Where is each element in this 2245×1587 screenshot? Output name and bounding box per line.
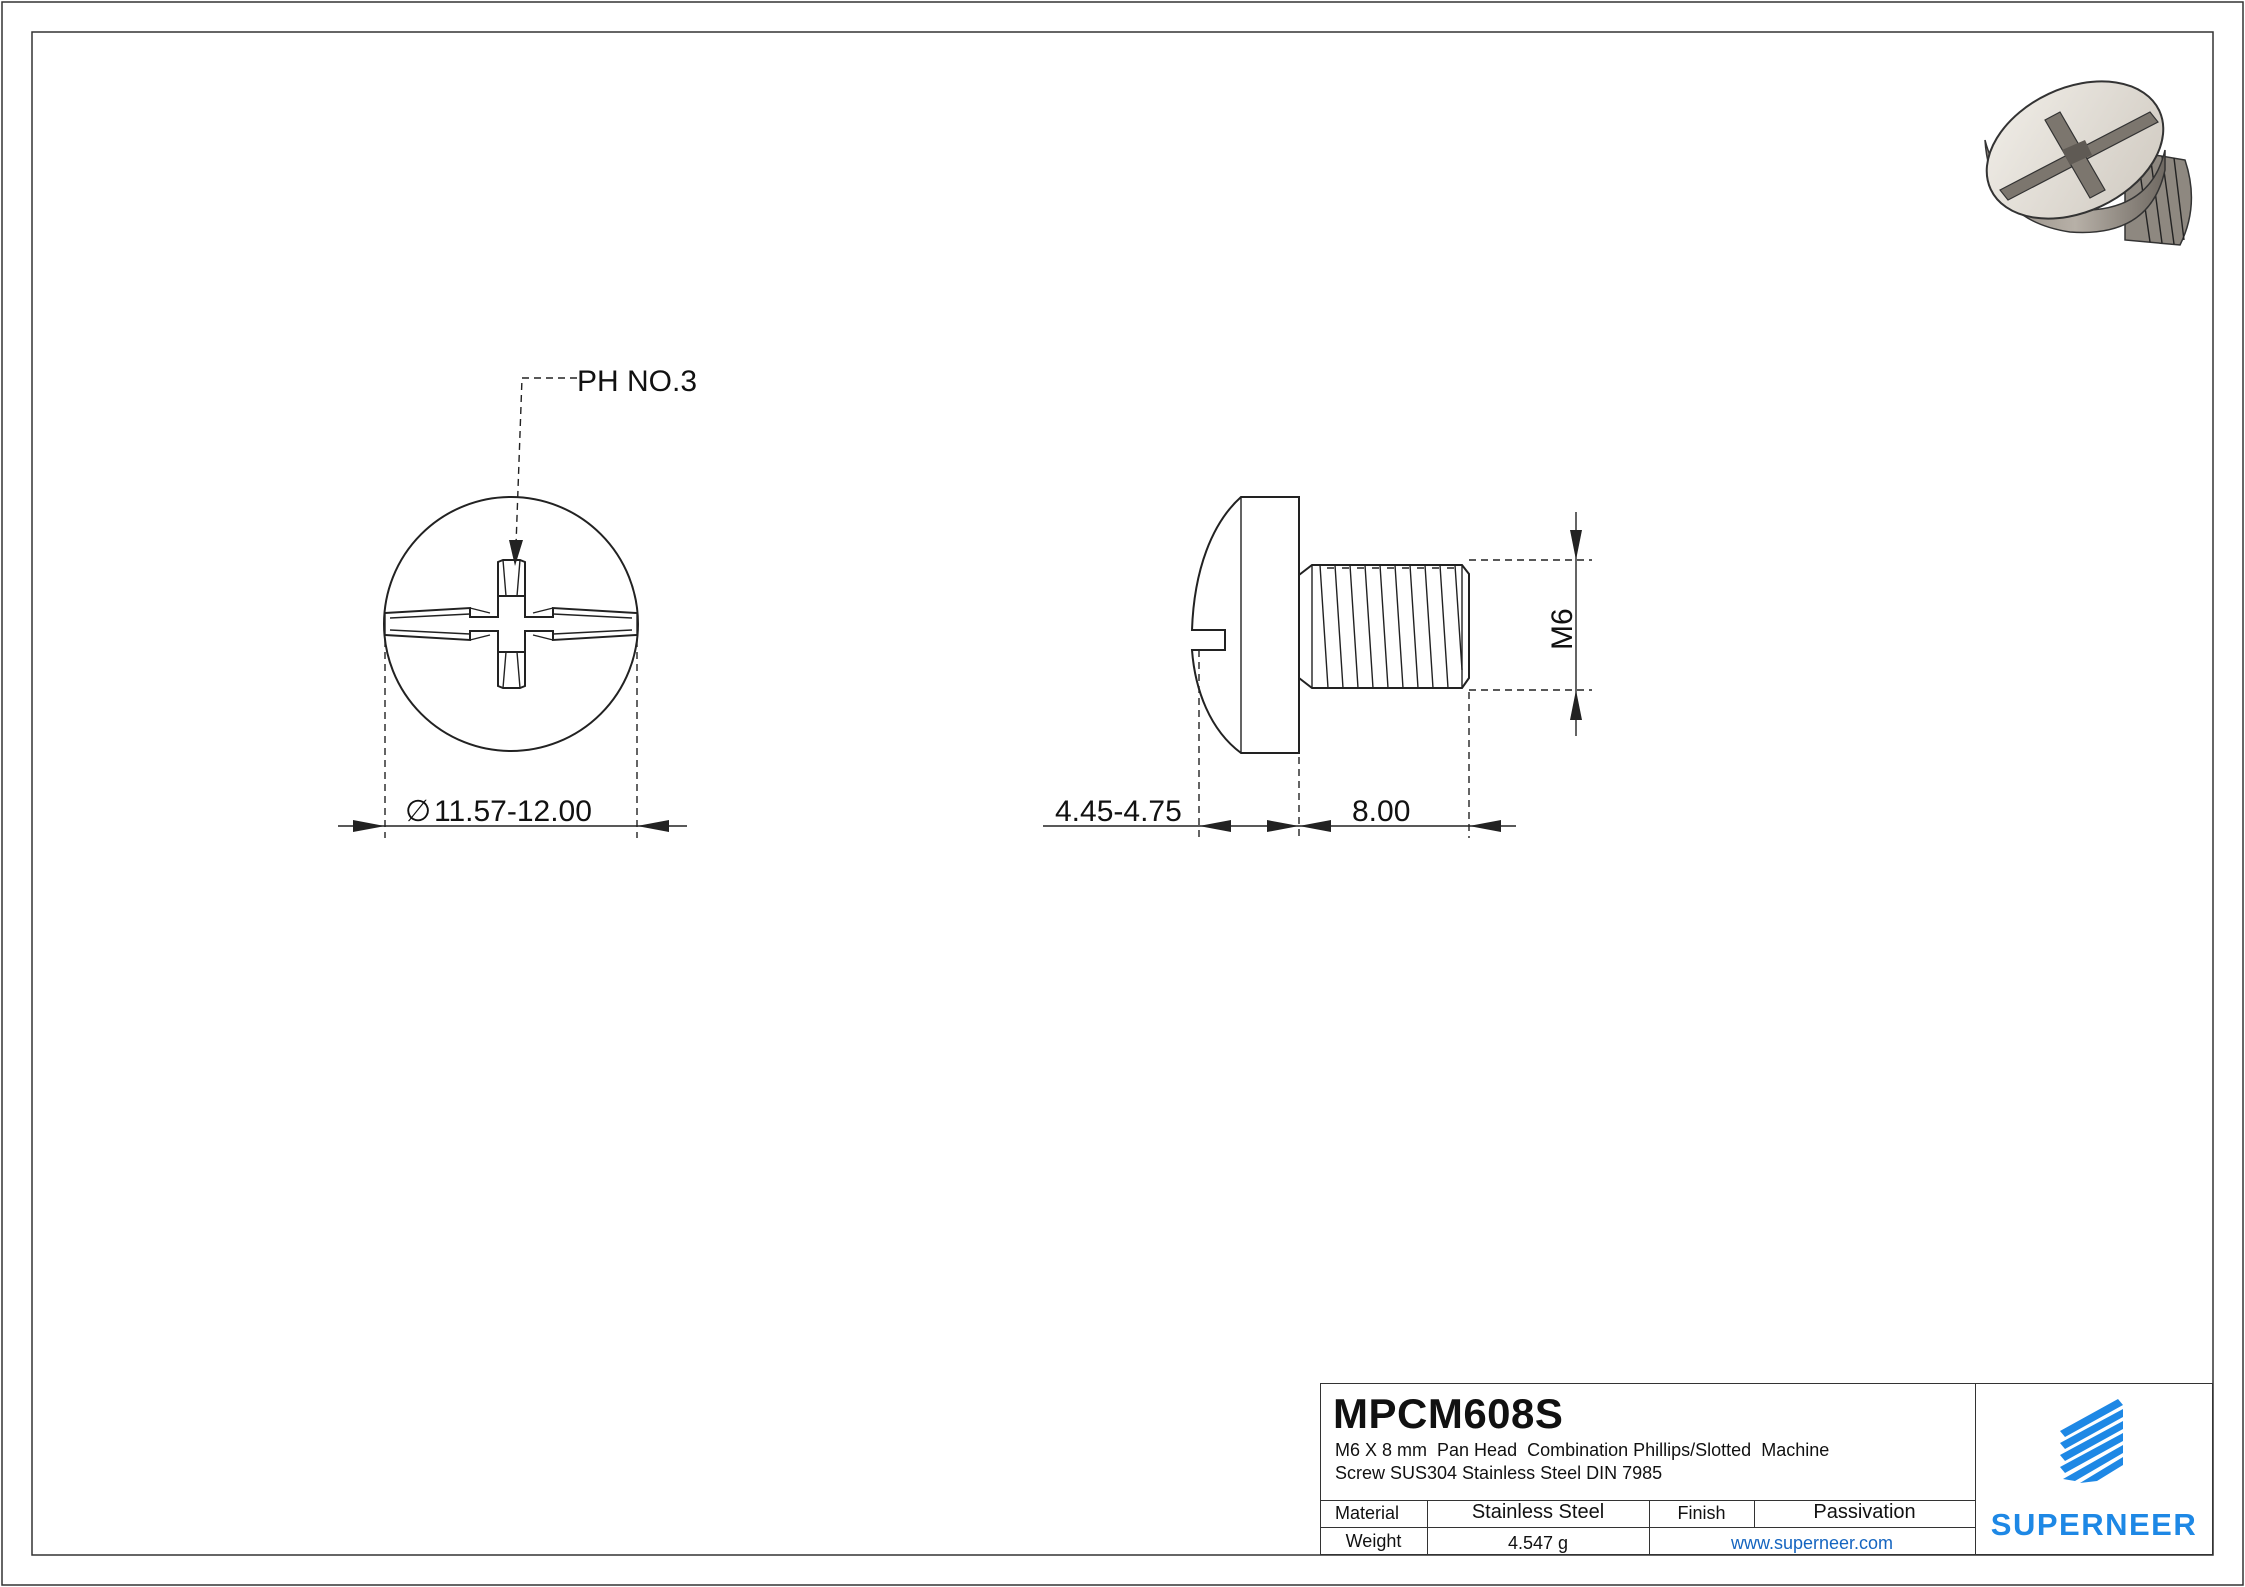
slot-outline (385, 596, 637, 652)
title-block-row-divider-2 (1320, 1527, 1975, 1528)
diameter-dimension: 11.57-12.00 (434, 795, 592, 828)
phillips-recess (498, 560, 525, 688)
head-profile (1192, 497, 1299, 753)
thread-arrow-bottom (1570, 690, 1582, 720)
head-height-dimension: 4.45-4.75 (1055, 795, 1182, 828)
material-label: Material (1335, 1503, 1400, 1523)
diameter-symbol: ∅ (405, 795, 432, 828)
material-value: Stainless Steel (1471, 1501, 1605, 1523)
length-dimension: 8.00 (1352, 795, 1411, 828)
logo-stripes-icon (1975, 1383, 2213, 1493)
description-line-1: M6 X 8 mm Pan Head Combination Phillips/Slotted Machine (1335, 1440, 1830, 1460)
superneer-logo (1975, 1383, 2213, 1555)
weight-label: Weight (1345, 1531, 1402, 1551)
dim-arrow-right (637, 820, 669, 832)
website-link[interactable]: www.superneer.com (1730, 1533, 1894, 1553)
callout-label: PH NO.3 (577, 365, 698, 398)
head-outline-circle (384, 497, 638, 751)
finish-label: Finish (1677, 1503, 1726, 1523)
outer-border (2, 2, 2243, 1585)
thread-arrow-top (1570, 530, 1582, 560)
description-line-2: Screw SUS304 Stainless Steel DIN 7985 (1335, 1463, 1663, 1483)
inner-border (32, 32, 2213, 1555)
thread-dimension: M6 (1546, 608, 1579, 650)
side-view (1043, 497, 1592, 838)
logo-text: SUPERNEER (1990, 1507, 2198, 1542)
head-dim-arrow-right (1267, 820, 1299, 832)
finish-value: Passivation (1813, 1501, 1916, 1523)
isometric-screw-render (1965, 55, 2192, 246)
callout-leader (516, 378, 577, 545)
head-dim-arrow-left (1199, 820, 1231, 832)
weight-value: 4.547 g (1507, 1533, 1569, 1553)
dim-arrow-left (353, 820, 385, 832)
top-view (338, 365, 697, 838)
length-dim-arrow-left (1299, 820, 1331, 832)
thread-lines (1320, 565, 1462, 688)
length-dim-arrow-right (1469, 820, 1501, 832)
callout-arrowhead (509, 540, 523, 566)
part-number: MPCM608S (1333, 1390, 1564, 1437)
